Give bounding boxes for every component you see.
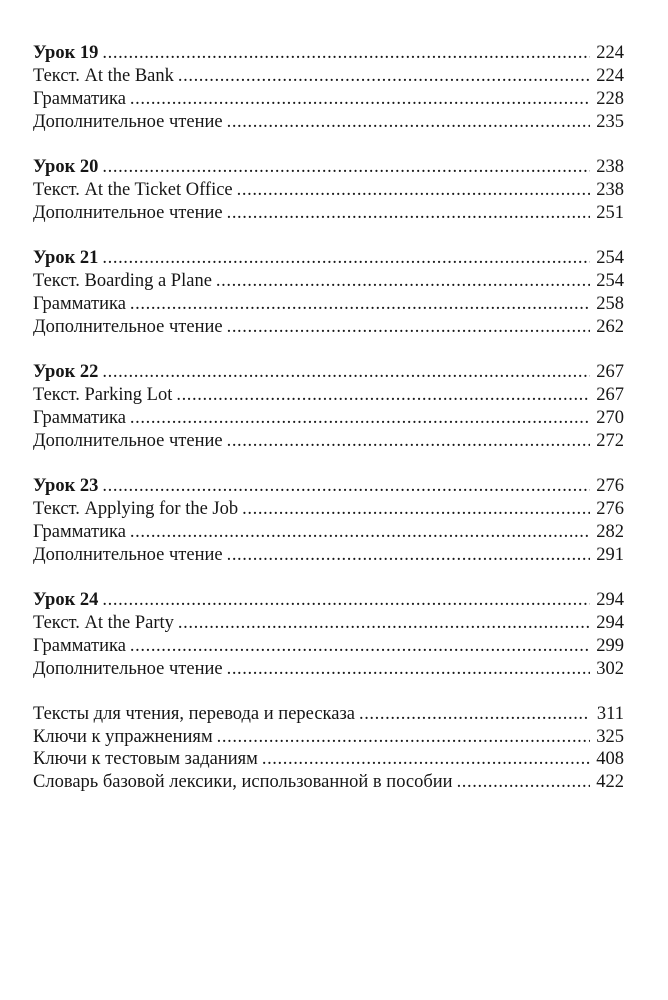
toc-page-number: 224 [596, 66, 624, 86]
toc-entry-title: Урок 23 [33, 476, 99, 496]
toc-entry-title: Грамматика [33, 522, 126, 542]
toc-section-lesson-21 [33, 247, 624, 339]
dot-leader [130, 293, 590, 316]
toc-entry[interactable] [33, 407, 624, 430]
toc-page-number: 291 [596, 545, 624, 565]
toc-entry-title: Текст. Parking Lot [33, 385, 173, 405]
toc-entry-title: Урок 19 [33, 43, 99, 63]
toc-page-number: 251 [596, 203, 624, 223]
toc-page-number: 294 [596, 613, 624, 633]
toc-entry[interactable] [33, 384, 624, 407]
toc-entry-title: Текст. At the Bank [33, 66, 174, 86]
toc-page-number: 422 [596, 771, 624, 792]
toc-page-number: 272 [596, 431, 624, 451]
toc-entry[interactable] [33, 771, 624, 794]
toc-entry-title: Дополнительное чтение [33, 545, 223, 565]
toc-page-number: 254 [596, 248, 624, 268]
table-of-contents [33, 42, 624, 793]
dot-leader [237, 179, 590, 202]
toc-page-number: 238 [596, 180, 624, 200]
dot-leader [102, 589, 590, 612]
dot-leader [130, 521, 590, 544]
toc-entry-title: Ключи к тестовым заданиям [33, 749, 258, 769]
toc-entry[interactable] [33, 658, 624, 681]
toc-entry-title: Текст. At the Ticket Office [33, 180, 233, 200]
toc-entry-title: Словарь базовой лексики, использованной в пособии [33, 771, 453, 792]
toc-entry-title: Урок 22 [33, 362, 99, 382]
toc-page-number: 228 [596, 89, 624, 109]
dot-leader [227, 111, 590, 134]
toc-entry[interactable] [33, 612, 624, 635]
toc-entry-title: Урок 20 [33, 157, 99, 177]
toc-entry[interactable] [33, 179, 624, 202]
toc-entry-title: Урок 24 [33, 590, 99, 610]
toc-entry[interactable] [33, 316, 624, 339]
toc-page-number: 258 [596, 294, 624, 314]
toc-section-lesson-22 [33, 361, 624, 453]
dot-leader [102, 361, 590, 384]
dot-leader [217, 726, 590, 749]
dot-leader [102, 42, 590, 65]
toc-entry-title: Грамматика [33, 294, 126, 314]
dot-leader [227, 316, 590, 339]
toc-page-number: 262 [596, 317, 624, 337]
toc-entry-title: Дополнительное чтение [33, 203, 223, 223]
dot-leader [178, 65, 590, 88]
toc-lesson-heading[interactable] [33, 475, 624, 498]
toc-lesson-heading[interactable] [33, 589, 624, 612]
toc-entry[interactable] [33, 202, 624, 225]
toc-page-number: 224 [596, 43, 624, 63]
toc-entry[interactable] [33, 498, 624, 521]
toc-entry[interactable] [33, 270, 624, 293]
toc-entry[interactable] [33, 635, 624, 658]
toc-entry-title: Дополнительное чтение [33, 431, 223, 451]
toc-page-number: 235 [596, 112, 624, 132]
dot-leader [102, 247, 590, 270]
toc-page-number: 254 [596, 271, 624, 291]
toc-section-appendix [33, 703, 624, 793]
toc-lesson-heading[interactable] [33, 42, 624, 65]
toc-lesson-heading[interactable] [33, 156, 624, 179]
toc-page-number: 294 [596, 590, 624, 610]
toc-entry-title: Дополнительное чтение [33, 659, 223, 679]
toc-entry[interactable] [33, 521, 624, 544]
toc-entry-title: Текст. At the Party [33, 613, 174, 633]
toc-entry[interactable] [33, 703, 624, 726]
dot-leader [457, 771, 590, 794]
dot-leader [359, 703, 590, 726]
toc-entry-title: Текст. Applying for the Job [33, 499, 239, 519]
toc-section-lesson-19 [33, 42, 624, 134]
dot-leader [227, 658, 590, 681]
toc-entry-title: Дополнительное чтение [33, 112, 223, 132]
toc-entry-title: Дополнительное чтение [33, 317, 223, 337]
toc-page-number: 267 [596, 362, 624, 382]
toc-page-number: 302 [596, 659, 624, 679]
toc-entry-title: Ключи к упражнениям [33, 726, 213, 747]
toc-entry-title: Урок 21 [33, 248, 99, 268]
toc-entry[interactable] [33, 544, 624, 567]
toc-page-number: 299 [596, 636, 624, 656]
dot-leader [102, 156, 590, 179]
dot-leader [130, 88, 590, 111]
toc-section-lesson-23 [33, 475, 624, 567]
toc-lesson-heading[interactable] [33, 361, 624, 384]
toc-page-number: 238 [596, 157, 624, 177]
dot-leader [262, 748, 590, 771]
toc-page-number: 408 [596, 749, 624, 769]
toc-entry-title: Текст. Boarding a Plane [33, 271, 212, 291]
dot-leader [176, 384, 590, 407]
dot-leader [130, 635, 590, 658]
toc-page-number: 325 [596, 726, 624, 747]
toc-entry-title: Грамматика [33, 89, 126, 109]
toc-entry[interactable] [33, 726, 624, 749]
dot-leader [130, 407, 590, 430]
toc-entry[interactable] [33, 88, 624, 111]
dot-leader [242, 498, 590, 521]
toc-page-number: 276 [596, 476, 624, 496]
dot-leader [102, 475, 590, 498]
toc-page-number: 270 [596, 408, 624, 428]
dot-leader [178, 612, 590, 635]
toc-entry-title: Грамматика [33, 636, 126, 656]
toc-entry[interactable] [33, 293, 624, 316]
toc-section-lesson-24 [33, 589, 624, 681]
toc-entry-title: Грамматика [33, 408, 126, 428]
toc-page-number: 311 [596, 704, 624, 724]
toc-section-lesson-20 [33, 156, 624, 225]
toc-page-number: 267 [596, 385, 624, 405]
toc-entry[interactable] [33, 111, 624, 134]
dot-leader [227, 202, 590, 225]
toc-page-number: 276 [596, 499, 624, 519]
toc-entry-title: Тексты для чтения, перевода и пересказа [33, 704, 355, 724]
toc-lesson-heading[interactable] [33, 247, 624, 270]
toc-entry[interactable] [33, 430, 624, 453]
dot-leader [227, 430, 590, 453]
toc-page-number: 282 [596, 522, 624, 542]
toc-entry[interactable] [33, 65, 624, 88]
dot-leader [216, 270, 590, 293]
dot-leader [227, 544, 590, 567]
toc-entry[interactable] [33, 748, 624, 771]
